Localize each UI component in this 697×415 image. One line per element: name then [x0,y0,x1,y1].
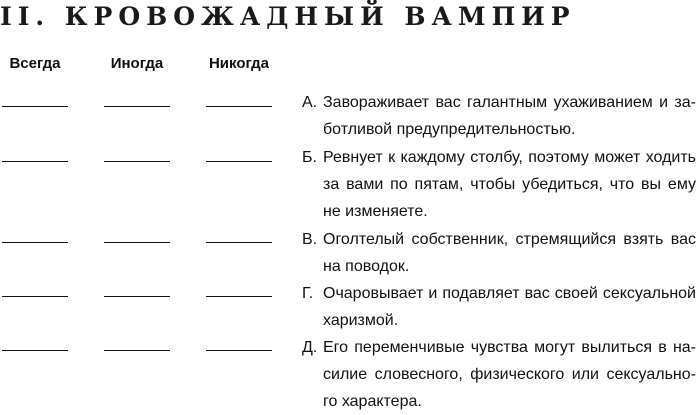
answer-blank-g-sometimes[interactable] [104,296,170,297]
answer-blank-g-always[interactable] [2,296,68,297]
column-header-never: Никогда [208,55,270,72]
statement-letter: А. [302,94,318,111]
statement-line: Оголтелый собственник, стремящийся взять вас [323,231,696,248]
statement-line: за вами по пятам, чтобы убедиться, что вы ему [323,176,696,193]
answer-blank-d-never[interactable] [206,350,272,351]
answer-blank-b-sometimes[interactable] [104,161,170,162]
statement-letter: Г. [302,285,314,302]
statement-letter: Д. [302,339,318,356]
statement-line: Завораживает вас галантным ухаживанием и за- [323,94,696,111]
answer-blank-b-never[interactable] [206,161,272,162]
statement-letter: В. [302,231,318,248]
statement-line: не изменяете. [323,203,428,220]
statement-line: го характера. [323,393,422,410]
statement-line: харизмой. [323,312,399,329]
answer-blank-v-always[interactable] [2,242,68,243]
answer-blank-a-never[interactable] [206,106,272,107]
answer-blank-v-never[interactable] [206,242,272,243]
statement-v [302,226,696,280]
column-header-always: Всегда [9,55,61,72]
statement-line: Его переменчивые чувства могут вылиться в на- [323,339,696,356]
column-header-sometimes: Иногда [110,55,164,72]
answer-blank-d-always[interactable] [2,350,68,351]
statement-line: Очаровывает и подавляет вас своей сексуальной [323,285,696,302]
answer-blank-a-sometimes[interactable] [104,106,170,107]
statement-g [302,280,696,334]
statement-letter: Б. [302,149,317,166]
section-title: II. КРОВОЖАДНЫЙ ВАМПИР [0,2,576,31]
answer-blank-b-always[interactable] [2,161,68,162]
answer-blank-v-sometimes[interactable] [104,242,170,243]
statement-d [302,334,696,415]
statement-line: силие словесного, физического или сексуально- [323,366,696,383]
statement-b [302,144,696,225]
statement-line: на поводок. [323,258,410,275]
answer-blank-a-always[interactable] [2,106,68,107]
answer-blank-g-never[interactable] [206,296,272,297]
statement-a [302,89,696,143]
statement-line: ботливой предупредительностью. [323,121,576,138]
answer-blank-d-sometimes[interactable] [104,350,170,351]
statement-line: Ревнует к каждому столбу, поэтому может ходить [323,149,696,166]
